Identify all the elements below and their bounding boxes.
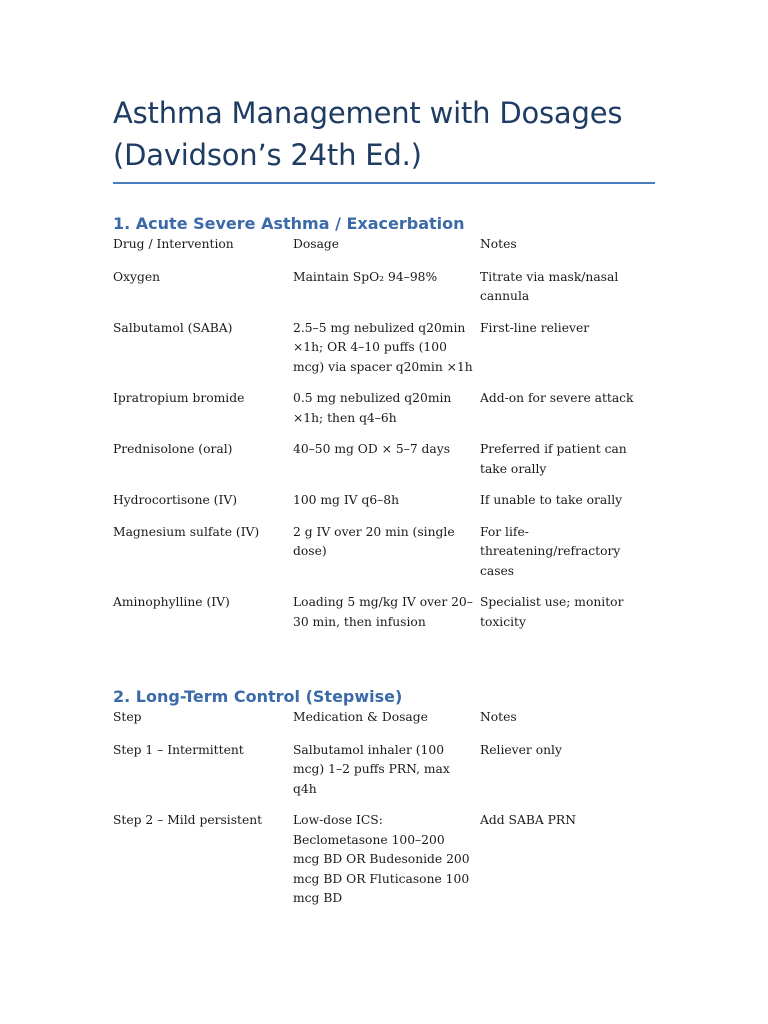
column-header-notes: Notes — [480, 237, 517, 251]
step-cell: Step 1 – Intermittent — [113, 742, 244, 757]
dosage-cell: Maintain SpO₂ 94–98% — [293, 269, 438, 284]
notes-cell: Specialist use; monitor toxicity — [480, 595, 624, 629]
notes-cell: Titrate via mask/nasal cannula — [480, 269, 619, 303]
table-row — [113, 741, 657, 812]
title-line-2: (Davidson’s 24th Ed.) — [113, 138, 422, 172]
drug-cell: Magnesium sulfate (IV) — [113, 524, 260, 539]
dosage-cell: 2.5–5 mg nebulized q20min ×1h; OR 4–10 puffs (100 mcg) via spacer q20min ×1h — [293, 320, 473, 374]
document-title — [113, 92, 657, 176]
drug-cell: Hydrocortisone (IV) — [113, 493, 238, 507]
document-page — [113, 92, 657, 921]
table-row — [113, 523, 657, 594]
section-1-heading: 1. Acute Severe Asthma / Exacerbation — [113, 214, 465, 233]
notes-cell: Preferred if patient can take orally — [480, 442, 627, 476]
dosage-cell: 40–50 mg OD × 5–7 days — [293, 442, 451, 456]
table-row — [113, 440, 657, 491]
table-row — [113, 811, 657, 921]
drug-cell: Aminophylline (IV) — [113, 595, 230, 609]
notes-cell: Add-on for severe attack — [480, 391, 634, 405]
table-row — [113, 268, 657, 319]
table-row — [113, 319, 657, 390]
notes-cell: First-line reliever — [480, 320, 590, 335]
drug-cell: Salbutamol (SABA) — [113, 320, 233, 335]
table-row — [113, 593, 657, 644]
notes-cell: Add SABA PRN — [480, 813, 576, 827]
drug-cell: Oxygen — [113, 269, 161, 284]
step-cell: Step 2 – Mild persistent — [113, 813, 263, 827]
column-header-dosage: Dosage — [293, 237, 340, 251]
column-header-notes: Notes — [480, 710, 517, 724]
drug-cell: Ipratropium bromide — [113, 391, 245, 405]
notes-cell: For life-threatening/refractory cases — [480, 524, 621, 578]
title-divider — [113, 182, 655, 184]
table-header-row — [113, 708, 657, 741]
notes-cell: Reliever only — [480, 742, 562, 757]
column-header-step: Step — [113, 710, 142, 724]
dosage-cell: 2 g IV over 20 min (single dose) — [293, 524, 455, 558]
long-term-control-table — [113, 708, 657, 921]
table-header-row — [113, 235, 657, 268]
table-row — [113, 389, 657, 440]
dosage-cell: Loading 5 mg/kg IV over 20–30 min, then infusion — [293, 595, 473, 629]
medication-cell: Salbutamol inhaler (100 mcg) 1–2 puffs PRN, max q4h — [293, 742, 450, 796]
table-row — [113, 491, 657, 523]
drug-cell: Prednisolone (oral) — [113, 442, 233, 456]
notes-cell: If unable to take orally — [480, 493, 623, 507]
column-header-drug: Drug / Intervention — [113, 237, 234, 251]
title-line-1: Asthma Management with Dosages — [113, 96, 623, 130]
dosage-cell: 0.5 mg nebulized q20min ×1h; then q4–6h — [293, 391, 452, 425]
dosage-cell: 100 mg IV q6–8h — [293, 493, 400, 507]
section-2-heading: 2. Long-Term Control (Stepwise) — [113, 687, 403, 706]
column-header-medication: Medication & Dosage — [293, 710, 428, 724]
medication-cell: Low-dose ICS: Beclometasone 100–200 mcg BD OR Budesonide 200 mcg BD OR Fluticasone 100 mcg BD — [293, 813, 470, 905]
acute-asthma-table — [113, 235, 657, 644]
